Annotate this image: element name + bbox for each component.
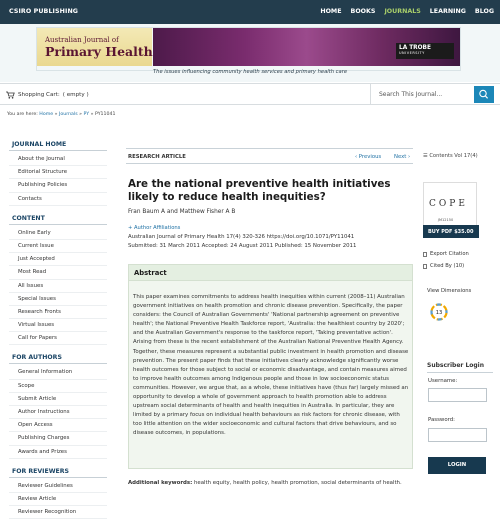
sidebar-item[interactable]: Submit Article bbox=[9, 393, 107, 406]
journal-title-line2: Primary Health bbox=[45, 44, 153, 59]
sidebar-journal-home bbox=[9, 139, 107, 206]
sidebar-item[interactable]: Reviewer Guidelines bbox=[9, 480, 107, 493]
breadcrumb-journals[interactable]: Journals bbox=[59, 112, 78, 117]
keywords bbox=[128, 479, 413, 488]
breadcrumb-prefix: You are here: bbox=[7, 112, 38, 117]
abstract-panel bbox=[128, 264, 413, 469]
sidebar-item[interactable]: Publishing Policies bbox=[9, 179, 107, 192]
previous-article-link[interactable]: ‹ Previous bbox=[355, 154, 382, 160]
nav-blog[interactable]: BLOG bbox=[474, 8, 494, 15]
export-citation-label: Export Citation bbox=[430, 251, 469, 257]
sidebar-heading[interactable]: FOR REVIEWERS bbox=[9, 466, 107, 478]
sidebar-item[interactable]: Reviewer Recognition bbox=[9, 506, 107, 519]
search-button[interactable] bbox=[474, 86, 494, 103]
breadcrumb-current: PY11041 bbox=[94, 112, 116, 117]
cart-icon bbox=[6, 91, 15, 99]
article-citation: Australian Journal of Primary Health 17(4) 320-326 https://doi.org/10.1071/PY11041 bbox=[128, 234, 355, 240]
nav-learning[interactable]: LEARNING bbox=[429, 8, 466, 15]
cope-number: JM12150 bbox=[438, 218, 454, 222]
cope-text: COPE bbox=[429, 199, 468, 209]
export-citation-link[interactable] bbox=[423, 251, 469, 257]
sidebar-item[interactable]: Publishing Charges bbox=[9, 432, 107, 445]
sidebar-item[interactable]: Awards and Prizes bbox=[9, 446, 107, 459]
sidebar-for-authors bbox=[9, 352, 107, 458]
publisher-brand[interactable]: CSIRO PUBLISHING bbox=[9, 8, 79, 15]
article-dates: Submitted: 31 March 2011 Accepted: 24 August 2011 Published: 15 November 2011 bbox=[128, 243, 357, 249]
journal-tagline: The issues influencing community health services and primary health care bbox=[153, 69, 348, 75]
sidebar-heading[interactable]: FOR AUTHORS bbox=[9, 352, 107, 364]
dimensions-label[interactable]: View Dimensions bbox=[427, 288, 472, 294]
abstract-text: This paper examines commitments to address health inequities within current (2008–11) Australian government initiatives on health promotion and chronic disease prevention. Specifically, the paper considers: the Council of Australian Governments' 'National partnership agreement on preventive health'; the National Preventive Health Taskforce report, 'Australia: the healthiest country by 2020'; and the Australian Government's response to the taskforce report, 'Taking preventative action'. Arising from these is the recent establishment of the Australian National Preventive Health Agency. Together, these measures represent a substantial public investment in health promotion and disease prevention. The present paper finds that these initiatives clearly acknowledge significantly worse health outcomes for those subject to social or economic disadvantage, and contain measures aimed to improve health outcomes among Indigenous people and those in low socioeconomic status communities. However, we argue that, as a whole, these initiatives have (thus far) largely missed an opportunity to develop a whole of government approach to health promotion able to address upstream social determinants of health and health inequities in Australia. In particular, they are limited by a primary focus on individual health behaviours as risk factors for chronic disease, with too little attention on the wider socioeconomic and cultural factors that drive behaviours, and so disease outcomes, in populations. bbox=[133, 294, 409, 437]
sidebar-item[interactable]: About the Journal bbox=[9, 153, 107, 166]
sidebar-item[interactable]: Contacts bbox=[9, 193, 107, 206]
sidebar-item[interactable]: Author Instructions bbox=[9, 406, 107, 419]
article-title: Are the national preventive health initiatives likely to reduce health inequities? bbox=[128, 178, 391, 203]
sidebar-item[interactable]: General Information bbox=[9, 366, 107, 379]
sidebar-heading[interactable]: CONTENT bbox=[9, 213, 107, 225]
sidebar-item[interactable]: Special Issues bbox=[9, 293, 107, 306]
sidebar-item[interactable]: Review Article bbox=[9, 493, 107, 506]
username-label: Username: bbox=[428, 378, 458, 384]
main-nav bbox=[320, 8, 494, 15]
abstract-heading: Abstract bbox=[129, 265, 412, 281]
partner-name: LA TROBE bbox=[399, 45, 431, 51]
sidebar-item[interactable]: Current Issue bbox=[9, 240, 107, 253]
journal-banner bbox=[0, 24, 500, 82]
buy-pdf-button[interactable]: BUY PDF $35.00 bbox=[423, 225, 479, 238]
journal-title-line1: Australian Journal of bbox=[45, 36, 119, 44]
dimensions-badge-icon[interactable] bbox=[430, 303, 448, 321]
nav-journals[interactable]: JOURNALS bbox=[384, 8, 421, 15]
sidebar-heading[interactable]: JOURNAL HOME bbox=[9, 139, 107, 151]
cart-label: Shopping Cart: bbox=[18, 92, 60, 98]
sidebar-item[interactable]: Just Accepted bbox=[9, 253, 107, 266]
password-label: Password: bbox=[428, 417, 455, 423]
sidebar-item[interactable]: All Issues bbox=[9, 280, 107, 293]
sidebar-item[interactable]: Virtual Issues bbox=[9, 319, 107, 332]
keywords-label: Additional keywords: bbox=[128, 480, 193, 486]
article-type-label: RESEARCH ARTICLE bbox=[128, 154, 186, 160]
sidebar-item[interactable]: Editorial Structure bbox=[9, 166, 107, 179]
sidebar-item[interactable]: Online Early bbox=[9, 227, 107, 240]
cited-by-link[interactable] bbox=[423, 263, 464, 269]
contents-link[interactable] bbox=[423, 153, 478, 159]
sidebar-item[interactable]: Research Fronts bbox=[9, 306, 107, 319]
cope-badge[interactable] bbox=[423, 182, 477, 226]
article-authors[interactable]: Fran Baum A and Matthew Fisher A B bbox=[128, 209, 236, 215]
cited-by-label: Cited By (10) bbox=[430, 263, 465, 269]
sidebar-item[interactable]: Open Access bbox=[9, 419, 107, 432]
dimensions-count: 13 bbox=[435, 310, 443, 316]
sidebar-item[interactable]: Scope bbox=[9, 380, 107, 393]
login-button[interactable]: LOGIN bbox=[428, 457, 486, 474]
search-icon bbox=[474, 86, 494, 103]
document-icon bbox=[423, 264, 427, 269]
keywords-list: health equity, health policy, health promotion, social determinants of health. bbox=[193, 480, 402, 486]
author-affiliations-toggle[interactable]: + Author Affiliations bbox=[128, 225, 181, 231]
sidebar-content bbox=[9, 213, 107, 346]
article-header-bar bbox=[126, 148, 413, 164]
utility-bar bbox=[0, 83, 500, 105]
top-nav-bar bbox=[0, 0, 500, 24]
sidebar-item[interactable]: Most Read bbox=[9, 266, 107, 279]
nav-home[interactable]: HOME bbox=[320, 8, 342, 15]
next-article-link[interactable]: Next › bbox=[394, 154, 411, 160]
shopping-cart[interactable] bbox=[6, 91, 89, 99]
sidebar bbox=[9, 139, 107, 526]
username-input[interactable] bbox=[428, 388, 487, 402]
contents-link-label: Contents Vol 17(4) bbox=[429, 153, 478, 159]
subscriber-login-heading: Subscriber Login bbox=[427, 362, 493, 373]
breadcrumb-home[interactable]: Home bbox=[39, 112, 54, 117]
document-icon bbox=[423, 252, 427, 257]
list-icon: ☰ bbox=[423, 153, 428, 159]
sidebar-item[interactable]: Call for Papers bbox=[9, 332, 107, 345]
search-input[interactable]: Search This Journal... bbox=[370, 84, 474, 105]
sidebar-for-reviewers bbox=[9, 466, 107, 520]
breadcrumb: You are here: Home » Journals » PY » PY11041 bbox=[7, 112, 116, 117]
partner-sub: UNIVERSITY bbox=[399, 51, 425, 55]
password-input[interactable] bbox=[428, 428, 487, 442]
cart-status: ( empty ) bbox=[62, 92, 89, 98]
partner-logo[interactable] bbox=[396, 43, 454, 59]
breadcrumb-py[interactable]: PY bbox=[83, 112, 90, 117]
nav-books[interactable]: BOOKS bbox=[350, 8, 376, 15]
